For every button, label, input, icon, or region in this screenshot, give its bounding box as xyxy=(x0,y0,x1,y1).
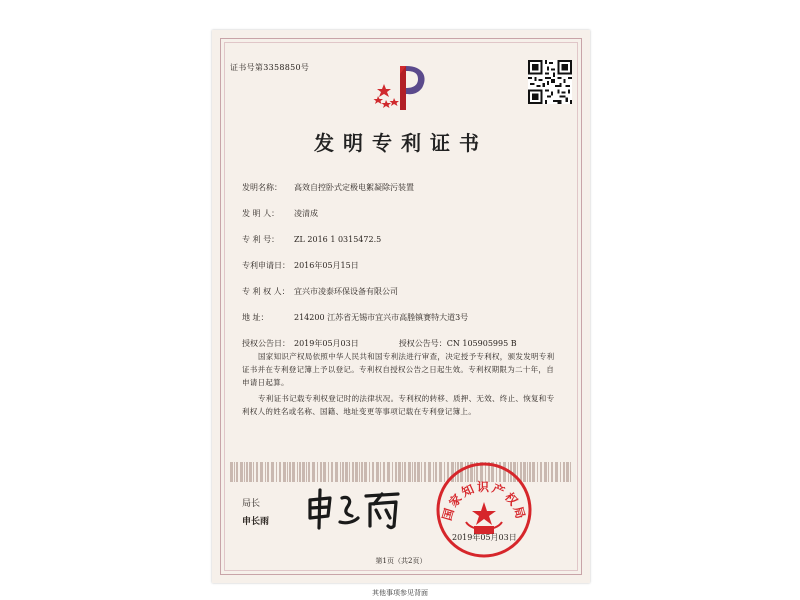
field-label: 专 利 权 人： xyxy=(242,287,290,296)
field-value: 高效自控卧式定极电絮凝除污装置 xyxy=(294,183,414,192)
field-application-date xyxy=(242,260,359,271)
field-value: 2016年05月15日 xyxy=(294,261,359,270)
seal-date: 2019年05月03日 xyxy=(452,533,517,542)
certificate-page xyxy=(212,30,590,583)
director-title: 局长 xyxy=(242,499,261,509)
field-value: ZL 2016 1 0315472.5 xyxy=(294,235,382,244)
field-label: 发 明 人： xyxy=(242,209,280,218)
paragraph-grant-notice: 国家知识产权局依照中华人民共和国专利法进行审查，决定授予专利权，颁发发明专利证书并在专利登记簿上予以登记。专利权自授权公告之日起生效。专利权期限为二十年，自申请日起算。 xyxy=(242,352,555,387)
field-inventor xyxy=(242,208,318,219)
field-label: 专利申请日： xyxy=(242,261,290,270)
patent-office-logo-icon xyxy=(370,60,430,116)
qr-code-icon xyxy=(528,60,572,104)
field-grant-date xyxy=(242,338,517,349)
field-patentee xyxy=(242,286,398,297)
director-signature xyxy=(304,484,404,532)
field-address xyxy=(242,312,468,323)
field-label: 地 址： xyxy=(242,313,269,322)
field-patent-number xyxy=(242,234,381,245)
field-value: 2019年05月03日 xyxy=(294,339,359,348)
back-note: 其他事项参见背面 xyxy=(372,589,428,597)
field-label: 发明名称： xyxy=(242,183,282,192)
seal-text: 国家知识产权局 xyxy=(439,480,529,523)
certificate-title: 发明专利证书 xyxy=(314,131,488,155)
director-name: 申长雨 xyxy=(242,517,270,527)
publication-number: 授权公告号：CN 105905995 B xyxy=(398,339,517,348)
field-label: 专 利 号： xyxy=(242,235,280,244)
official-seal-icon xyxy=(434,460,534,560)
field-value: 宜兴市凌泰环保设备有限公司 xyxy=(294,287,398,296)
field-invention-name xyxy=(242,182,414,193)
field-value: 凌清成 xyxy=(294,209,318,218)
page-number: 第1页（共2页） xyxy=(375,557,427,565)
field-value: 214200 江苏省无锡市宜兴市高塍镇赛特大道3号 xyxy=(294,313,469,322)
paragraph-legal-status: 专利证书记载专利权登记时的法律状况。专利权的转移、质押、无效、终止、恢复和专利权人的姓名或名称、国籍、地址变更等事项记载在专利登记簿上。 xyxy=(242,394,555,416)
certificate-number: 证书号第3358850号 xyxy=(230,63,310,72)
field-label: 授权公告日： xyxy=(242,339,290,348)
